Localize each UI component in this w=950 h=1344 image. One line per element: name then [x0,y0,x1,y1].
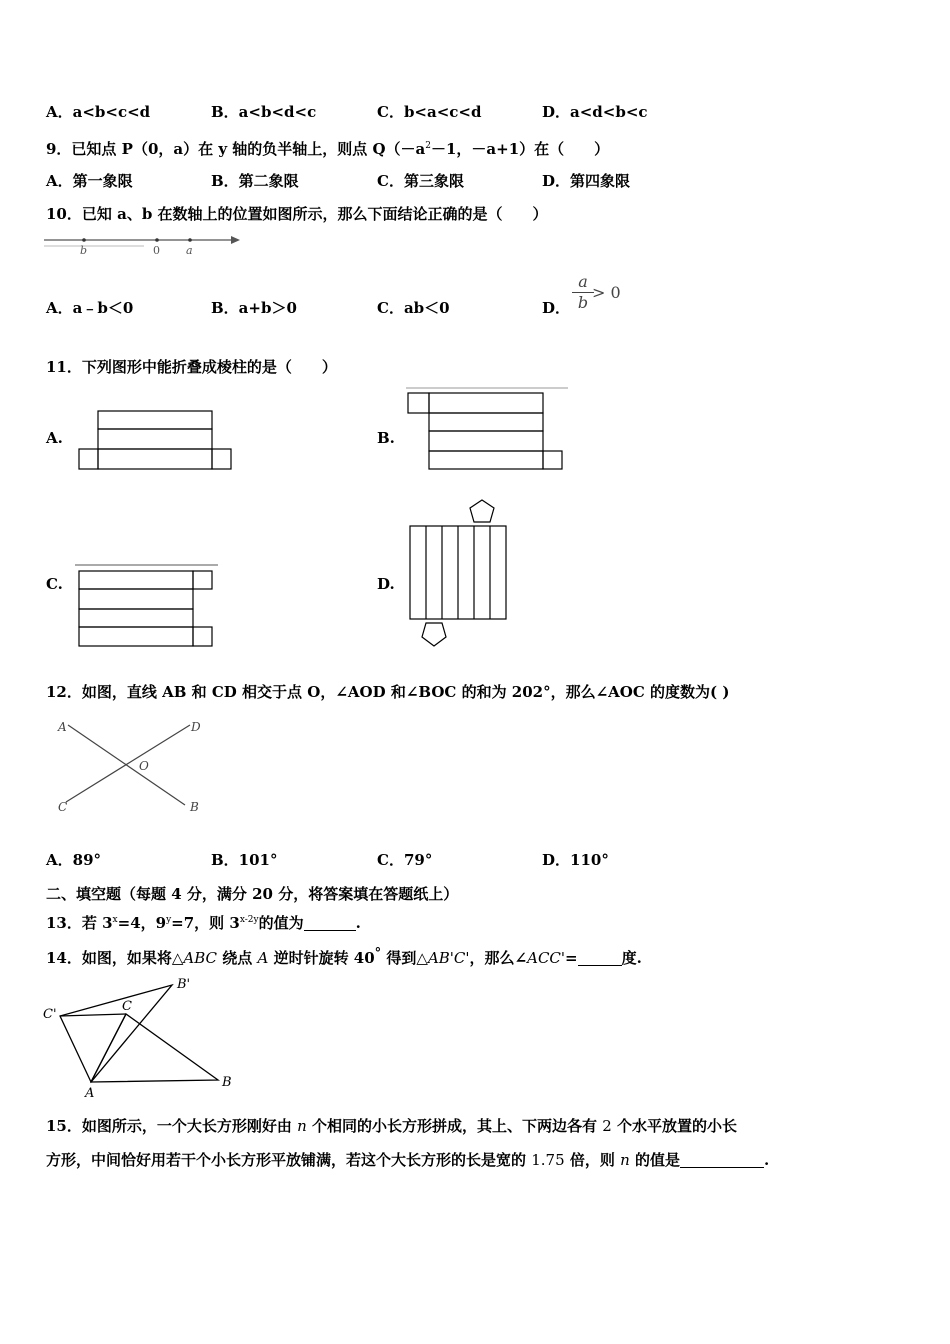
q12-option-a: A．89° [46,851,102,869]
label-a: A [85,1086,95,1100]
label-c: C [58,800,68,814]
number-line-figure [44,230,244,258]
q14-stem: 14．如图，如果将△ABC 绕点 A 逆时针旋转 40° 得到△AB'C'，那么∠ACC'= 度. [46,946,642,967]
q10-option-a: A．a﹣b＜0 [46,299,134,317]
q10-option-d-prefix: D． [542,299,571,317]
q11-stem: 11．下列图形中能折叠成棱柱的是（ ） [46,358,337,376]
label-a: a [186,244,193,257]
q9-stem: 9．已知点 P（0，a）在 y 轴的负半轴上，则点 $Q(-a^2-1$，－a+1）在（ ） [46,140,610,158]
number-line-arrow [231,236,240,244]
net-figure-a [74,405,240,475]
label-zero: 0 [153,244,160,257]
q9-option-c: C．第三象限 [377,172,464,190]
q12-option-d: D．110° [542,851,609,869]
q12-stem: 12．如图，直线 AB 和 CD 相交于点 O，∠AOD 和∠BOC 的和为 202°，那么∠AOC 的度数为( ) [46,683,730,701]
label-b: B [222,1075,232,1090]
q9-option-d: D．第四象限 [542,172,631,190]
net-figure-c [72,560,222,652]
q8-option-c: C．b<a<c<d [377,103,482,121]
fraction-a-over-b: a b [572,272,594,313]
label-o: O [139,759,149,773]
q9-option-b: B．第二象限 [211,172,299,190]
answer-blank[interactable] [680,1153,764,1168]
q11-option-c: C. [46,575,63,593]
q12-option-b: B．101° [211,851,278,869]
point-b [82,238,86,242]
q8-option-a: A．a<b<c<d [46,103,151,121]
segment-cc-prime [60,1014,126,1016]
q9-option-a: A．第一象限 [46,172,133,190]
q8-option-b: B．a<b<d<c [211,103,317,121]
q15-line-2: 方形，中间恰好用若干个小长方形平放铺满，若这个大长方形的长是宽的 1.75 倍，则 n 的值是 . [46,1151,770,1169]
triangle-abc [91,1014,218,1082]
q11-option-d: D. [377,575,395,593]
answer-blank[interactable] [578,951,622,966]
net-figure-b [402,385,574,477]
q12-option-c: C．79° [377,851,433,869]
q11-option-a: A. [46,429,63,447]
intersecting-lines-figure [50,712,210,818]
rotated-triangle-figure [40,970,240,1100]
label-a: A [58,720,67,734]
q13-stem: 13．若 $3^x=4$，$9^y=7$，则 $3^{x-2y}$的值为 . [46,914,361,932]
label-c-prime: C' [43,1007,57,1022]
fraction-relation: > 0 [592,283,621,302]
q10-option-c: C．ab＜0 [377,299,450,317]
section-title-fill-in: 二、填空题（每题 4 分，满分 20 分，将答案填在答题纸上） [46,885,459,903]
q10-option-b: B．a+b＞0 [211,299,297,317]
answer-blank[interactable] [304,916,356,931]
label-b: B [190,800,199,814]
q8-option-d: D．a<d<b<c [542,103,648,121]
net-figure-d [404,496,520,656]
label-b: b [80,244,88,257]
label-c: C [122,999,132,1014]
q15-line-1: 15．如图所示，一个大长方形刚好由 n 个相同的小长方形拼成，其上、下两边各有 2 个水平放置的小长 [46,1117,738,1135]
point-a [188,238,192,242]
segment-ac [91,1014,126,1082]
point-zero [155,238,159,242]
label-d: D [191,720,201,734]
q10-stem: 10．已知 a、b 在数轴上的位置如图所示，那么下面结论正确的是（ ） [46,205,548,223]
label-b-prime: B' [177,977,191,992]
q11-option-b: B. [377,429,395,447]
